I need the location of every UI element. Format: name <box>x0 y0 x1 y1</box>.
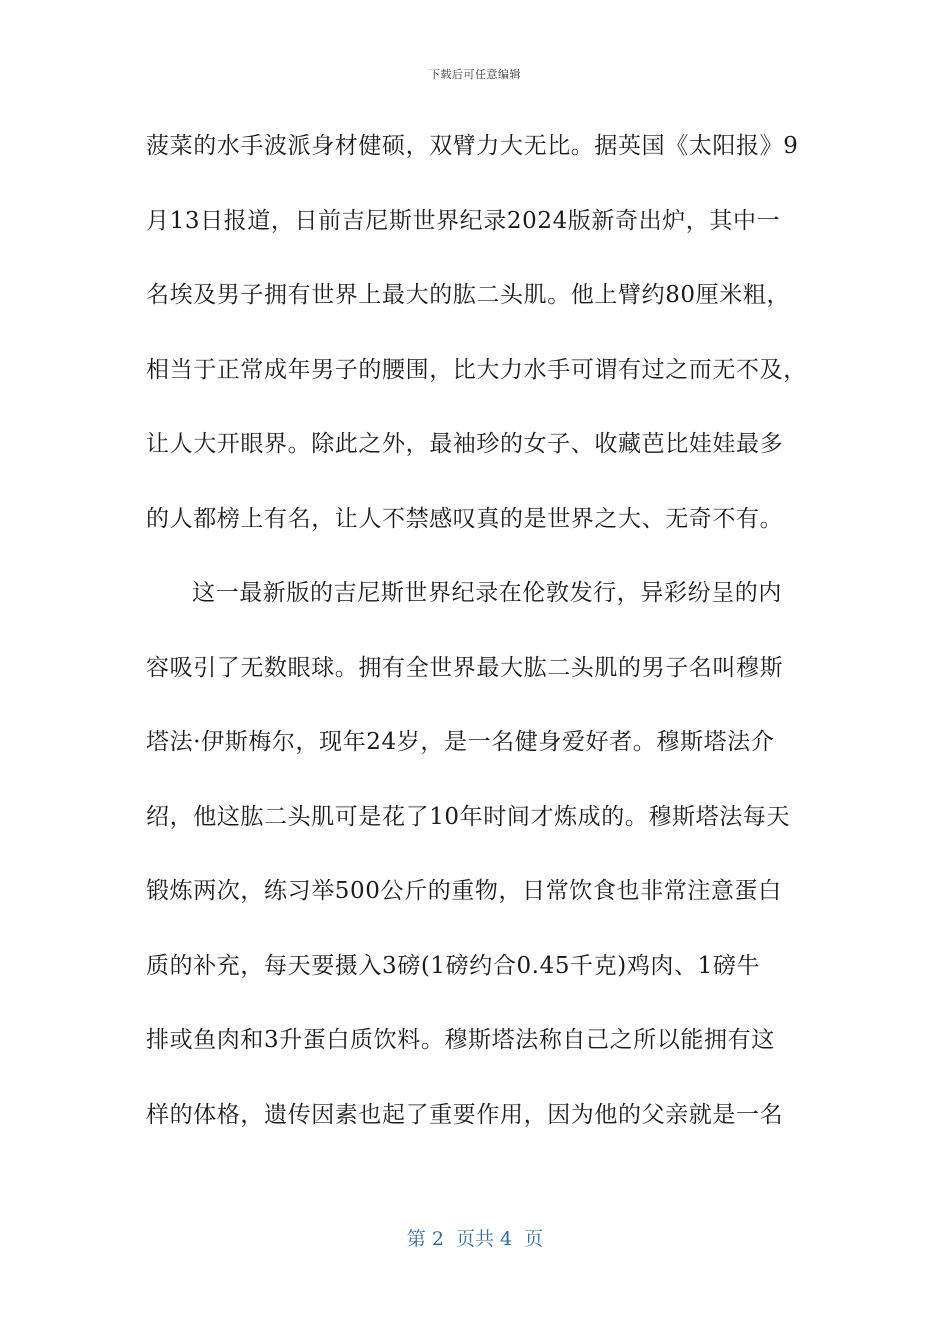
text-line: 让人大开眼界。除此之外，最袖珍的女子、收藏芭比娃娃最多 <box>146 431 784 457</box>
page-header: 下载后可任意编辑 <box>429 68 521 81</box>
text-line: 塔法·伊斯梅尔，现年24岁，是一名健身爱好者。穆斯塔法介 <box>146 729 775 755</box>
page-number-footer: 第 2 页共 4 页 <box>406 1228 544 1250</box>
text-line: 菠菜的水手波派身材健硕，双臂力大无比。据英国《太阳报》9 <box>146 133 799 159</box>
text-line: 的人都榜上有名，让人不禁感叹真的是世界之大、无奇不有。 <box>146 505 784 532</box>
text-line: 排或鱼肉和3升蛋白质饮料。穆斯塔法称自己之所以能拥有这 <box>146 1027 775 1053</box>
document-body <box>146 120 806 1163</box>
text-line: 锻炼两次，练习举500公斤的重物，日常饮食也非常注意蛋白 <box>146 878 782 904</box>
text-line: 名埃及男子拥有世界上最大的肱二头肌。他上臂约80厘米粗， <box>146 282 791 308</box>
text-line: 月13日报道，日前吉尼斯世界纪录2024版新奇出炉，其中一 <box>146 207 781 234</box>
text-line: 质的补充，每天要摄入3磅(1磅约合0.45千克)鸡肉、1磅牛 <box>146 952 761 979</box>
text-line: 样的体格，遗传因素也起了重要作用，因为他的父亲就是一名 <box>146 1101 784 1128</box>
text-line: 绍，他这肱二头肌可是花了10年时间才炼成的。穆斯塔法每天 <box>146 803 791 830</box>
paragraph-start-line: 这一最新版的吉尼斯世界纪录在伦敦发行，异彩纷呈的内 <box>192 580 782 606</box>
text-line: 容吸引了无数眼球。拥有全世界最大肱二头肌的男子名叫穆斯 <box>146 654 784 681</box>
text-line: 相当于正常成年男子的腰围，比大力水手可谓有过之而无不及， <box>146 356 807 383</box>
